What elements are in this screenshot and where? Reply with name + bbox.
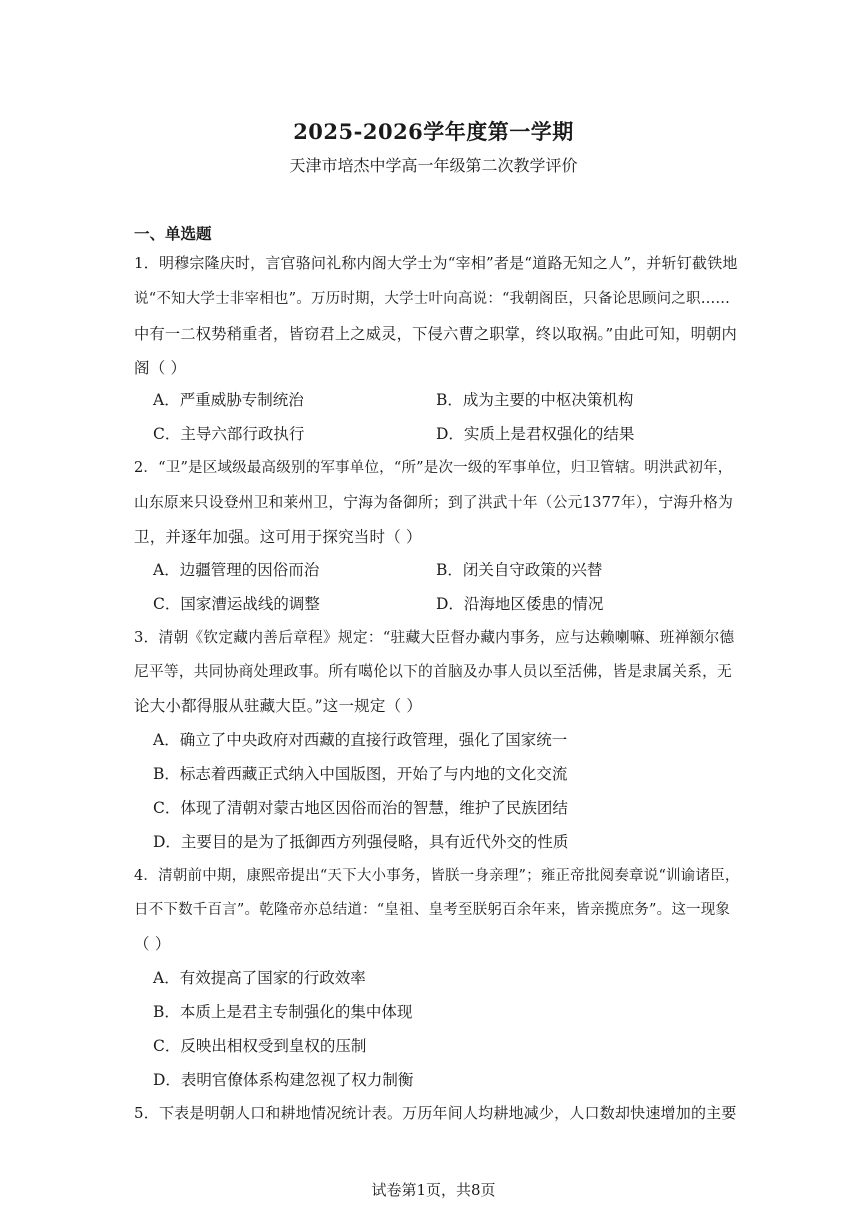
question-1-option-b[interactable]: B．成为主要的中枢决策机构: [436, 391, 634, 409]
question-2-line-3: 卫，并逐年加强。这可用于探究当时（ ）: [134, 528, 422, 546]
question-3-option-d[interactable]: D．主要目的是为了抵御西方列强侵略，具有近代外交的性质: [153, 833, 569, 851]
page-title: 2025-2026学年度第一学期: [293, 119, 574, 144]
question-4-option-b[interactable]: B．本质上是君主专制强化的集中体现: [153, 1003, 413, 1021]
page-subtitle: 天津市培杰中学高一年级第二次教学评价: [289, 156, 578, 175]
question-3-option-a[interactable]: A．确立了中央政府对西藏的直接行政管理，强化了国家统一: [153, 731, 568, 749]
question-1-option-a[interactable]: A．严重威胁专制统治: [153, 391, 304, 409]
question-1-line-1: 1．明穆宗隆庆时，言官骆问礼称内阁大学士为“宰相”者是“道路无知之人”，并斩钉截铁地: [134, 254, 738, 272]
question-2-line-1: 2．“卫”是区域级最高级别的军事单位，“所”是次一级的军事单位，归卫管辖。明洪武初年，: [134, 460, 733, 476]
question-2-option-d[interactable]: D．沿海地区倭患的情况: [436, 595, 604, 613]
question-4-option-c[interactable]: C．反映出相权受到皇权的压制: [153, 1037, 367, 1055]
question-3-line-1: 3．清朝《钦定藏内善后章程》规定：“驻藏大臣督办藏内事务，应与达赖喇嘛、班禅额尔德: [134, 629, 735, 646]
question-4-line-1: 4．清朝前中期，康熙帝提出“天下大小事务，皆朕一身亲理”；雍正帝批阅奏章说“训谕诸臣，: [134, 868, 740, 884]
question-2-option-c[interactable]: C．国家漕运战线的调整: [153, 595, 320, 613]
question-1-line-3: 中有一二权势稍重者，皆窃君上之威灵，下侵六曹之职掌，终以取祸。”由此可知，明朝内: [134, 325, 737, 343]
question-1-option-c[interactable]: C．主导六部行政执行: [153, 425, 305, 443]
question-4-line-2: 日不下数千百言”。乾隆帝亦总结道：“皇祖、皇考至朕躬百余年来，皆亲揽庶务”。这一现象: [134, 902, 731, 918]
question-5-line-1: 5．下表是明朝人口和耕地情况统计表。万历年间人均耕地减少，人口数却快速增加的主要: [134, 1104, 737, 1122]
question-3-option-b[interactable]: B．标志着西藏正式纳入中国版图，开始了与内地的文化交流: [153, 765, 568, 783]
question-2-option-b[interactable]: B．闭关自守政策的兴替: [436, 561, 603, 579]
question-3-line-3: 论大小都得服从驻藏大臣。”这一规定（ ）: [134, 697, 423, 715]
question-1-option-d[interactable]: D．实质上是君权强化的结果: [436, 425, 635, 443]
section-heading: 一、单选题: [134, 224, 212, 243]
question-1-line-2: 说“不知大学士非宰相也”。万历时期，大学士叶向高说：“我朝阁臣，只备论思顾问之职……: [134, 291, 731, 307]
question-4-option-d[interactable]: D．表明官僚体系构建忽视了权力制衡: [153, 1071, 414, 1089]
question-4-line-3: （ ）: [134, 935, 171, 953]
question-3-line-2: 尼平等，共同协商处理政事。所有噶伦以下的首脑及办事人员以至活佛，皆是隶属关系，无: [134, 663, 732, 680]
question-1-line-4: 阁（ ）: [134, 359, 187, 377]
question-3-option-c[interactable]: C．体现了清朝对蒙古地区因俗而治的智慧，维护了民族团结: [153, 799, 568, 817]
question-2-option-a[interactable]: A．边疆管理的因俗而治: [153, 561, 320, 579]
page-number-footer: 试卷第1页，共8页: [371, 1181, 496, 1199]
question-4-option-a[interactable]: A．有效提高了国家的行政效率: [153, 969, 366, 987]
question-2-line-2: 山东原来只设登州卫和莱州卫，宁海为备御所；到了洪武十年（公元1377年），宁海升格为: [134, 494, 734, 511]
